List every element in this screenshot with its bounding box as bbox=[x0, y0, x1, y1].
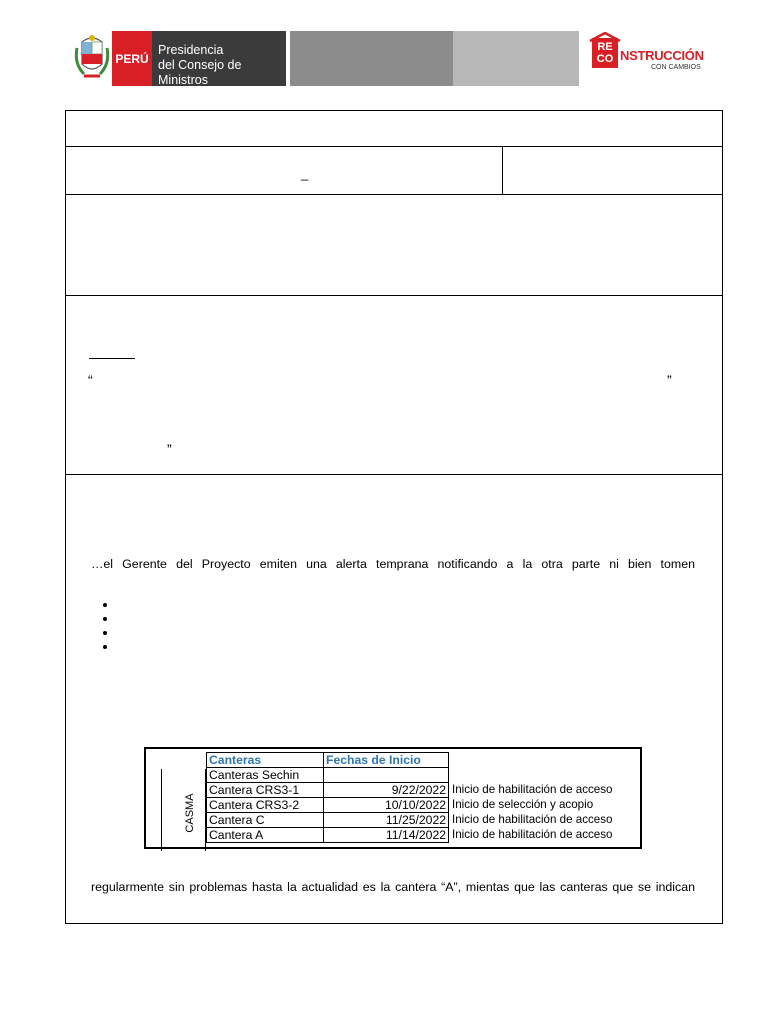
quarry-name: Cantera C bbox=[207, 813, 324, 828]
quarry-date: 10/10/2022 bbox=[324, 798, 449, 813]
banner-gray-block-2 bbox=[453, 31, 579, 86]
quarry-name: Cantera CRS3-1 bbox=[207, 783, 324, 798]
quarry-table bbox=[206, 752, 615, 843]
table-header-row bbox=[207, 753, 615, 768]
reconstruccion-logo bbox=[590, 32, 710, 78]
quarry-note: Inicio de habilitación de acceso bbox=[452, 813, 613, 826]
recon-word: NSTRUCCIÓN bbox=[620, 48, 704, 63]
quarry-table-image bbox=[144, 747, 642, 849]
recon-re: RE bbox=[597, 41, 613, 53]
quarry-note bbox=[449, 768, 615, 783]
region-label: CASMA bbox=[184, 793, 196, 833]
quarry-note: Inicio de habilitación de acceso bbox=[452, 828, 613, 841]
quarry-date: 11/25/2022 bbox=[324, 813, 449, 828]
recon-co: CO bbox=[596, 53, 614, 65]
form-divider-4 bbox=[65, 474, 723, 475]
field-dash: _ bbox=[301, 166, 309, 181]
quarry-note: Inicio de selección y acopio bbox=[452, 798, 594, 811]
underline-blank bbox=[89, 358, 135, 359]
quarry-date bbox=[324, 768, 449, 783]
quote-open: “ bbox=[88, 372, 93, 388]
table-row bbox=[207, 768, 615, 783]
form-divider-2 bbox=[65, 194, 723, 195]
header-canteras: Canteras bbox=[207, 753, 324, 768]
table-row bbox=[207, 798, 615, 813]
quote-close-1: ” bbox=[667, 372, 672, 388]
pcm-line-1: Presidencia bbox=[158, 43, 224, 57]
coat-of-arms-icon bbox=[74, 34, 110, 84]
pcm-logo-text bbox=[152, 31, 286, 86]
table-row bbox=[207, 783, 615, 798]
quarry-date: 9/22/2022 bbox=[324, 783, 449, 798]
early-warning-paragraph: …el Gerente del Proyecto emiten una alerta temprana notificando a la otra parte ni bien tomen bbox=[91, 557, 695, 571]
table-row bbox=[207, 828, 615, 843]
form-divider-1 bbox=[65, 146, 723, 147]
header-fechas: Fechas de Inicio bbox=[324, 753, 449, 768]
recon-re-block bbox=[592, 38, 618, 68]
peru-label: PERÚ bbox=[112, 31, 152, 86]
form-column-divider bbox=[502, 146, 503, 195]
quarry-name: Cantera A bbox=[207, 828, 324, 843]
page-header bbox=[0, 0, 768, 100]
quarry-name: Canteras Sechin bbox=[207, 768, 324, 783]
table-row bbox=[207, 813, 615, 828]
quarry-summary-paragraph: regularmente sin problemas hasta la actualidad es la cantera “A”, mientas que las canteras que se indican bbox=[91, 880, 695, 894]
quarry-note: Inicio de habilitación de acceso bbox=[452, 783, 613, 796]
quarry-date: 11/14/2022 bbox=[324, 828, 449, 843]
recon-subtitle: CON CAMBIOS bbox=[651, 64, 701, 71]
quote-close-2: ” bbox=[167, 441, 172, 457]
quarry-name: Cantera CRS3-2 bbox=[207, 798, 324, 813]
banner-gray-block-1 bbox=[290, 31, 453, 86]
pcm-line-2: del Consejo de Ministros bbox=[158, 58, 242, 87]
form-divider-3 bbox=[65, 295, 723, 296]
